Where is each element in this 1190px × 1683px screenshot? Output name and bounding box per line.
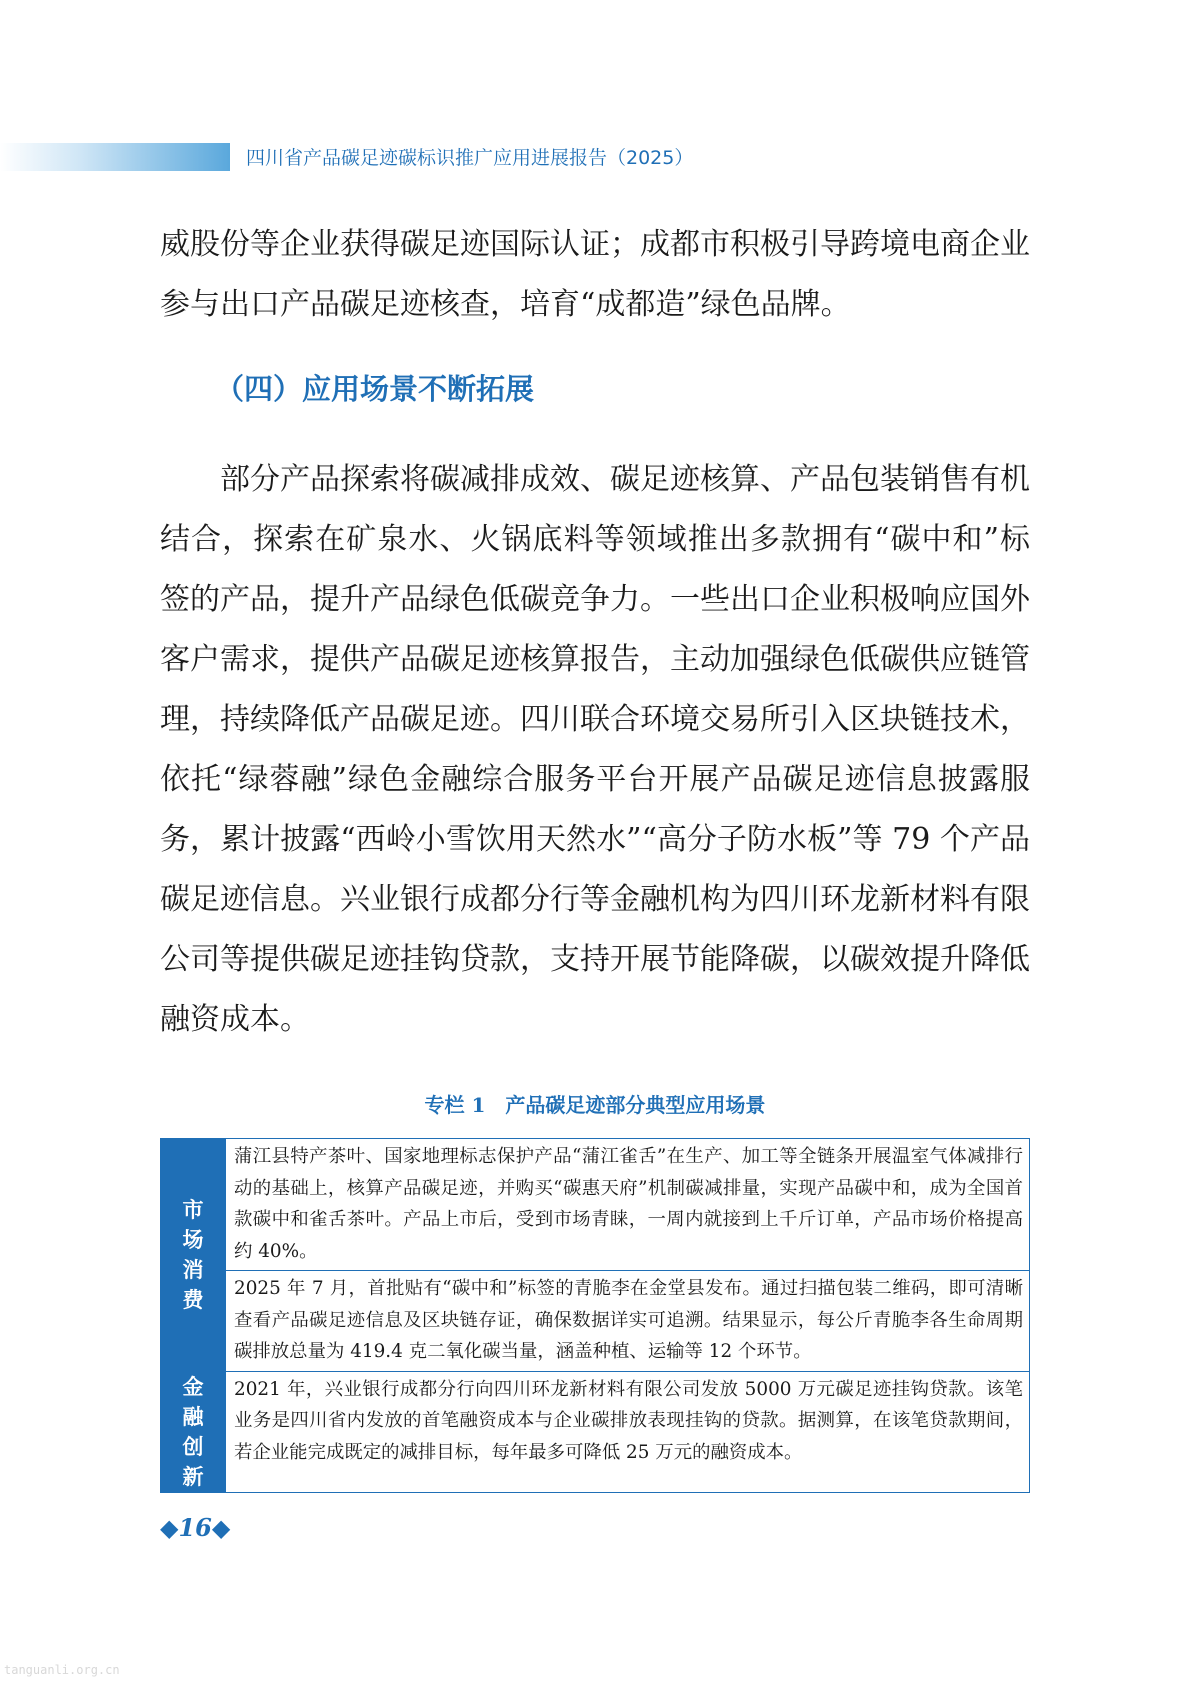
- page-number: ◆16◆: [160, 1513, 231, 1542]
- table-row: [161, 1271, 1030, 1372]
- table-row: [161, 1139, 1030, 1271]
- category-label: 市场消费: [182, 1196, 204, 1312]
- watermark: tanguanli.org.cn: [4, 1663, 120, 1677]
- category-financial-innovation: [161, 1371, 226, 1492]
- category-market-consumption: [161, 1139, 226, 1372]
- body-paragraph-continued: 威股份等企业获得碳足迹国际认证；成都市积极引导跨境电商企业参与出口产品碳足迹核查，培育“成都造”绿色品牌。: [160, 227, 1030, 322]
- case-cell: 蒲江县特产茶叶、国家地理标志保护产品“蒲江雀舌”在生产、加工等全链条开展温室气体减排行动的基础上，核算产品碳足迹，并购买“碳惠天府”机制碳减排量，实现产品碳中和，成为全国首款碳中和雀舌茶叶。产品上市后，受到市场青睐，一周内就接到上千斤订单，产品市场价格提高约 40%。: [226, 1139, 1030, 1271]
- header-band: [0, 143, 230, 171]
- running-header-title: 四川省产品碳足迹碳标识推广应用进展报告（2025）: [246, 147, 694, 169]
- body-paragraph: 部分产品探索将碳减排成效、碳足迹核算、产品包装销售有机结合，探索在矿泉水、火锅底料等领域推出多款拥有“碳中和”标签的产品，提升产品绿色低碳竞争力。一些出口企业积极响应国外客户需求，提供产品碳足迹核算报告，主动加强绿色低碳供应链管理，持续降低产品碳足迹。四川联合环境交易所引入区块链技术，依托“绿蓉融”绿色金融综合服务平台开展产品碳足迹信息披露服务，累计披露“西岭小雪饮用天然水”“高分子防水板”等 79 个产品碳足迹信息。兴业银行成都分行等金融机构为四川环龙新材料有限公司等提供碳足迹挂钩贷款，支持开展节能降碳，以碳效提升降低融资成本。: [160, 462, 1030, 1037]
- case-cell: 2021 年，兴业银行成都分行向四川环龙新材料有限公司发放 5000 万元碳足迹挂钩贷款。该笔业务是四川省内发放的首笔融资成本与企业碳排放表现挂钩的贷款。据测算，在该笔贷款期间，若企业能完成既定的减排目标，每年最多可降低 25 万元的融资成本。: [226, 1371, 1030, 1492]
- case-box-table: [160, 1138, 1030, 1493]
- box-title: 专栏 1 产品碳足迹部分典型应用场景: [424, 1093, 766, 1117]
- table-row: [161, 1371, 1030, 1492]
- section-heading: （四）应用场景不断拓展: [215, 372, 535, 406]
- case-cell: 2025 年 7 月，首批贴有“碳中和”标签的青脆李在金堂县发布。通过扫描包装二维码，即可清晰查看产品碳足迹信息及区块链存证，确保数据详实可追溯。结果显示，每公斤青脆李各生命周期碳排放总量为 419.4 克二氧化碳当量，涵盖种植、运输等 12 个环节。: [226, 1271, 1030, 1372]
- category-label: 金融创新: [182, 1373, 204, 1489]
